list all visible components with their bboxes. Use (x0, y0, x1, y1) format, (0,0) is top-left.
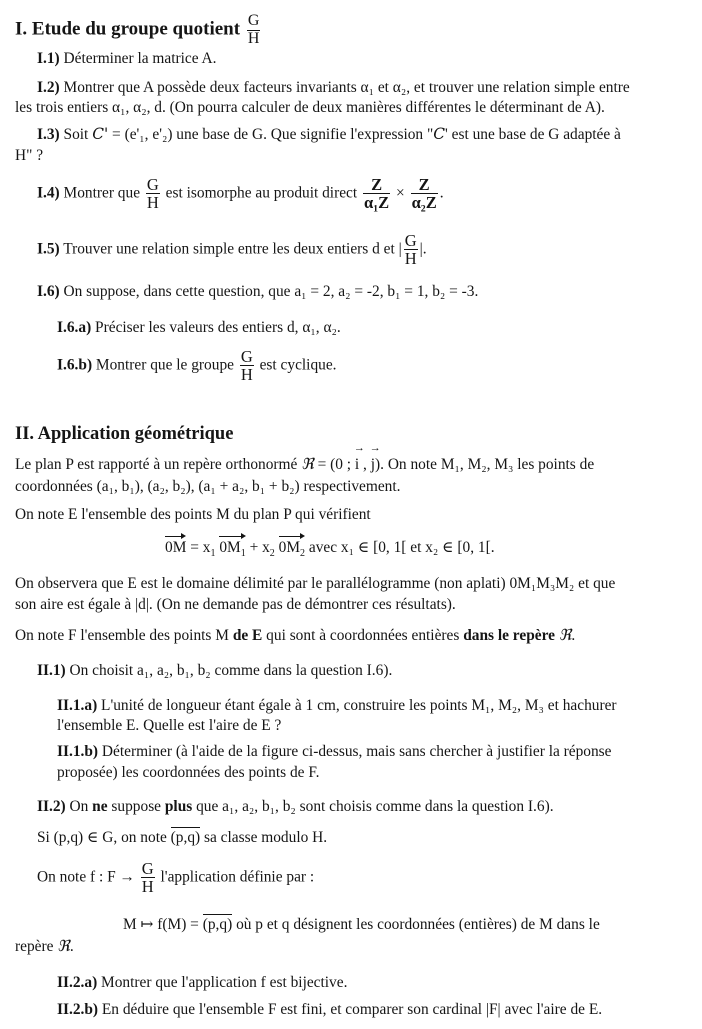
fraction-numerator: G (146, 175, 159, 194)
fraction-numerator: Z (411, 176, 438, 194)
vector-om: 0M (165, 539, 187, 556)
fraction-numerator: G (141, 859, 154, 878)
equation-om (165, 538, 495, 561)
question-ii1a-line1 (57, 696, 617, 715)
question-i2-line1 (37, 78, 630, 97)
script-c-prime: C' (92, 125, 109, 143)
part1-title (15, 13, 262, 48)
emphasis: ne (92, 798, 108, 815)
part1-title-fraction (247, 13, 261, 48)
question-i3-line2: H" ? (15, 147, 44, 164)
question-label: II.2.a) (57, 974, 98, 991)
question-text: Montrer que (59, 184, 141, 202)
question-text: Déterminer la matrice A. (59, 50, 217, 67)
part2-observation-line1: On observera que E est le domaine délimité par le parallélogramme (non aplati) 0M₁M₃M₂ et que (15, 575, 616, 592)
part2-map-def (37, 860, 314, 896)
question-i5 (37, 232, 427, 268)
question-label: I.6) (37, 283, 60, 300)
fraction-z-over-a2z (411, 176, 438, 212)
text: On note f : F → (37, 868, 139, 886)
text: avec x₁ ∈ [0, 1[ et x₂ ∈ [0, 1[. (305, 539, 495, 556)
question-i4 (37, 176, 444, 212)
text: ). On note M₁, M₂, M₃ les points de (375, 456, 595, 473)
question-label: II.1) (37, 662, 66, 679)
question-text: Montrer que le groupe (92, 356, 234, 374)
fraction-denominator: H (141, 877, 154, 897)
question-label: II.2) (37, 798, 66, 815)
text: M ↦ f(M) = (123, 916, 203, 933)
subscript: 2 (269, 548, 275, 560)
class-pq: (p,q) (170, 829, 201, 846)
part2-class-def (37, 828, 327, 847)
text: sa classe modulo H. (200, 829, 328, 846)
question-text: En déduire que l'ensemble F est fini, et comparer son cardinal |F| avec l'aire de E. (98, 1001, 603, 1018)
question-text: Trouver une relation simple entre les deux entiers d et | (59, 240, 402, 258)
part1-title-text: I. Etude du groupe quotient (15, 18, 241, 40)
fraction-g-over-h (240, 348, 254, 384)
text: 0M (278, 539, 301, 556)
question-label: I.5) (37, 240, 60, 258)
question-ii1 (37, 661, 392, 680)
question-label: I.3) (37, 126, 60, 143)
text: où p et q désignent les coordonnées (entières) de M dans le (232, 916, 600, 933)
question-label: I.6.b) (57, 356, 93, 374)
fraction-denominator: H (404, 249, 417, 269)
question-i2-line2: les trois entiers α₁, α₂, d. (On pourra calculer de deux manières différentes le déterminant de A). (15, 99, 605, 116)
question-label: I.2) (37, 79, 60, 96)
text: . (571, 627, 576, 644)
question-ii1b-line1 (57, 742, 612, 761)
question-text: que a₁, a₂, b₁, b₂ sont choisis comme dans la question I.6). (192, 798, 554, 815)
vector-i: i → (355, 455, 359, 474)
question-label: I.6.a) (57, 319, 92, 336)
fraction-z-over-a1z (363, 176, 390, 212)
part2-title: II. Application géométrique (15, 424, 234, 444)
text: Le plan P est rapporté à un repère orthonormé (15, 456, 302, 473)
fraction-g-over-h (404, 232, 418, 268)
question-text: On choisit a₁, a₂, b₁, b₂ comme dans la question I.6). (65, 662, 393, 679)
question-text: suppose (107, 798, 165, 815)
times-symbol: × (396, 184, 405, 202)
vector-j: j → (371, 455, 375, 474)
fraction-numerator: G (240, 347, 253, 366)
text: l'application définie par : (156, 868, 315, 886)
question-ii2b (57, 1000, 602, 1019)
question-i6b (57, 348, 337, 384)
emphasis: plus (164, 798, 193, 815)
question-text: Montrer que l'application f est bijective. (97, 974, 348, 991)
question-i3-line1 (37, 125, 621, 144)
question-text: Préciser les valeurs des entiers d, α₁, α₂. (91, 319, 341, 336)
vector-om2 (279, 538, 305, 561)
question-label: I.1) (37, 50, 60, 67)
emphasis: dans le repère (463, 627, 559, 644)
part2-map-formula (123, 915, 600, 934)
question-i6a (57, 318, 341, 337)
text: On note F l'ensemble des points M (15, 627, 233, 644)
question-label: II.1.a) (57, 697, 98, 714)
script-c: C (433, 125, 446, 143)
fraction-denominator: H (146, 193, 159, 213)
part2-intro-line2: coordonnées (a₁, b₁), (a₂, b₂), (a₁ + a₂, b₁ + b₂) respectivement. (15, 478, 401, 495)
question-text: Déterminer (à l'aide de la figure ci-dessus, mais sans chercher à justifier la réponse (98, 743, 612, 760)
subscript: 1 (210, 548, 216, 560)
fraction-denominator: α₁Z (364, 193, 390, 213)
question-label: II.2.b) (57, 1001, 99, 1018)
text: = x (186, 539, 211, 556)
vector-om1 (219, 538, 245, 561)
question-text: On suppose, dans cette question, que a₁ = 2, a₂ = -2, b₁ = 1, b₂ = -3. (59, 283, 479, 300)
question-text: On (65, 798, 93, 815)
punctuation: |. (419, 240, 427, 258)
question-ii2a (57, 973, 347, 992)
question-ii1b-line2: proposée) les coordonnées des points de F. (57, 764, 320, 781)
text: repère (15, 938, 58, 955)
part2-def-e: On note E l'ensemble des points M du plan P qui vérifient (15, 506, 371, 523)
question-text: est cyclique. (255, 356, 337, 374)
question-i6 (37, 282, 478, 301)
question-text: = (e'₁, e'₂) une base de G. Que signifie l'expression " (108, 126, 434, 143)
question-i1 (37, 49, 217, 68)
question-label: I.4) (37, 184, 60, 202)
text: = (0 ; (313, 456, 355, 473)
emphasis: de E (232, 627, 263, 644)
fraction-g-over-h (141, 860, 155, 896)
fraction-numerator: G (404, 231, 417, 250)
punctuation: . (439, 184, 444, 202)
fraction-denominator: H (240, 365, 253, 385)
part2-map-formula-line2 (15, 937, 74, 956)
text: + x (245, 539, 270, 556)
question-text: Montrer que A possède deux facteurs invariants α₁ et α₂, et trouver une relation simple entre (59, 79, 630, 96)
fraction-denominator: H (247, 29, 260, 47)
part2-def-f (15, 626, 575, 645)
fraction-numerator: G (247, 12, 260, 29)
fraction-denominator: α₂Z (411, 193, 437, 213)
text: . (69, 938, 74, 955)
subscript: 1 (240, 548, 246, 560)
question-text: est isomorphe au produit direct (161, 184, 358, 202)
fraction-g-over-h (146, 176, 160, 212)
question-ii2 (37, 797, 554, 816)
text: , (359, 456, 371, 473)
class-pq: (p,q) (202, 916, 233, 933)
part2-observation-line2: son aire est égale à |d|. (On ne demande pas de démontrer ces résultats). (15, 596, 456, 613)
question-text: L'unité de longueur étant égale à 1 cm, construire les points M₁, M₂, M₃ et hachurer (97, 697, 617, 714)
subscript: 2 (300, 548, 306, 560)
fraction-numerator: Z (363, 176, 390, 194)
text: 0M (219, 539, 241, 556)
question-text: ' est une base de G adaptée à (445, 126, 621, 143)
frak-r-symbol: ℜ (558, 626, 572, 644)
part2-intro-line1 (15, 455, 594, 474)
frak-r-symbol: ℜ (301, 455, 314, 473)
frak-r-symbol: ℜ (57, 937, 70, 955)
question-text: Soit (59, 126, 93, 143)
text: Si (p,q) ∈ G, on note (37, 829, 171, 846)
question-ii1a-line2: l'ensemble E. Quelle est l'aire de E ? (57, 717, 282, 734)
text: qui sont à coordonnées entières (262, 627, 464, 644)
question-label: II.1.b) (57, 743, 99, 760)
